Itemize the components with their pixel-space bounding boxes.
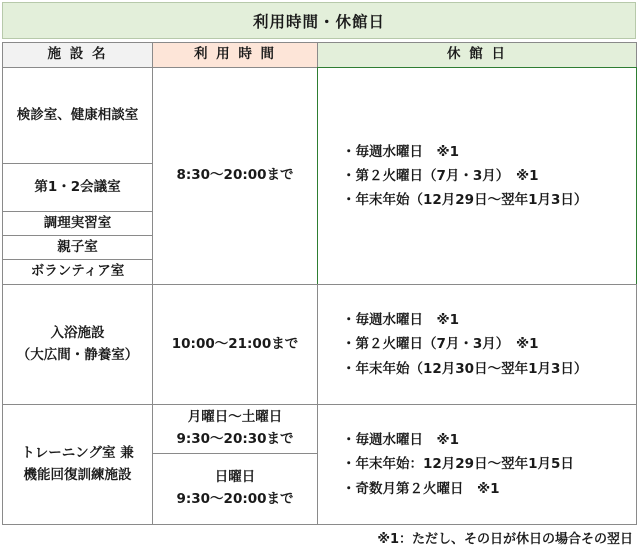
facility-name: ボランティア室 <box>30 263 125 280</box>
facility-name: 検診室、健康相談室 <box>16 106 139 123</box>
closed-day-item: ・奇数月第２火曜日 ※1 <box>342 480 500 497</box>
hours-cell <box>152 453 318 525</box>
facility-cell <box>2 211 153 236</box>
closed-day-item: ・年末年始（12月29日～翌年1月3日） <box>342 192 588 209</box>
closed-day-item: ・年末年始（12月30日～翌年1月3日） <box>342 360 588 377</box>
facility-name: 調理実習室 <box>43 214 112 231</box>
header-hours: 利 用 時 間 <box>152 42 318 68</box>
hours-text: 9:30～20:00まで <box>176 491 294 507</box>
closed-days-cell-selected[interactable] <box>317 67 637 285</box>
hours-text: 10:00～21:00まで <box>171 335 299 352</box>
closed-day-item: ・第２火曜日（7月・3月） ※1 <box>342 336 539 353</box>
facility-cell <box>2 404 153 525</box>
facility-cell <box>2 235 153 260</box>
facility-subname: 機能回復訓練施設 <box>23 466 132 483</box>
closed-day-item: ・第２火曜日（7月・3月） ※1 <box>342 167 539 184</box>
facility-name: 入浴施設 <box>50 324 105 341</box>
footnote: ※1：ただし、その日が休日の場合その翌日 <box>377 532 633 547</box>
facility-cell <box>2 284 153 405</box>
page-title: 利用時間・休館日 <box>2 2 636 39</box>
facility-name: 親子室 <box>57 238 98 255</box>
closed-days-cell <box>317 284 637 405</box>
facility-name: トレーニング室 兼 <box>21 444 134 461</box>
closed-day-item: ・毎週水曜日 ※1 <box>342 143 460 160</box>
facility-cell <box>2 163 153 212</box>
facility-subname: （大広間・静養室） <box>16 346 139 363</box>
facility-name: 第1・2会議室 <box>34 178 121 195</box>
hours-cell <box>152 404 318 454</box>
hours-days: 日曜日 <box>214 469 256 486</box>
header-facility: 施 設 名 <box>2 42 153 68</box>
hours-cell <box>152 284 318 405</box>
closed-day-item: ・年末年始：12月29日～翌年1月5日 <box>342 456 574 473</box>
closed-days-cell <box>317 404 637 525</box>
hours-text: 9:30～20:30まで <box>176 431 294 447</box>
facility-cell <box>2 67 153 164</box>
closed-day-item: ・毎週水曜日 ※1 <box>342 312 460 329</box>
hours-cell <box>152 67 318 285</box>
header-closed: 休 館 日 <box>317 42 637 68</box>
facility-cell <box>2 259 153 285</box>
closed-day-item: ・毎週水曜日 ※1 <box>342 432 460 449</box>
hours-days: 月曜日～土曜日 <box>187 409 283 426</box>
hours-text: 8:30～20:00まで <box>176 167 294 184</box>
